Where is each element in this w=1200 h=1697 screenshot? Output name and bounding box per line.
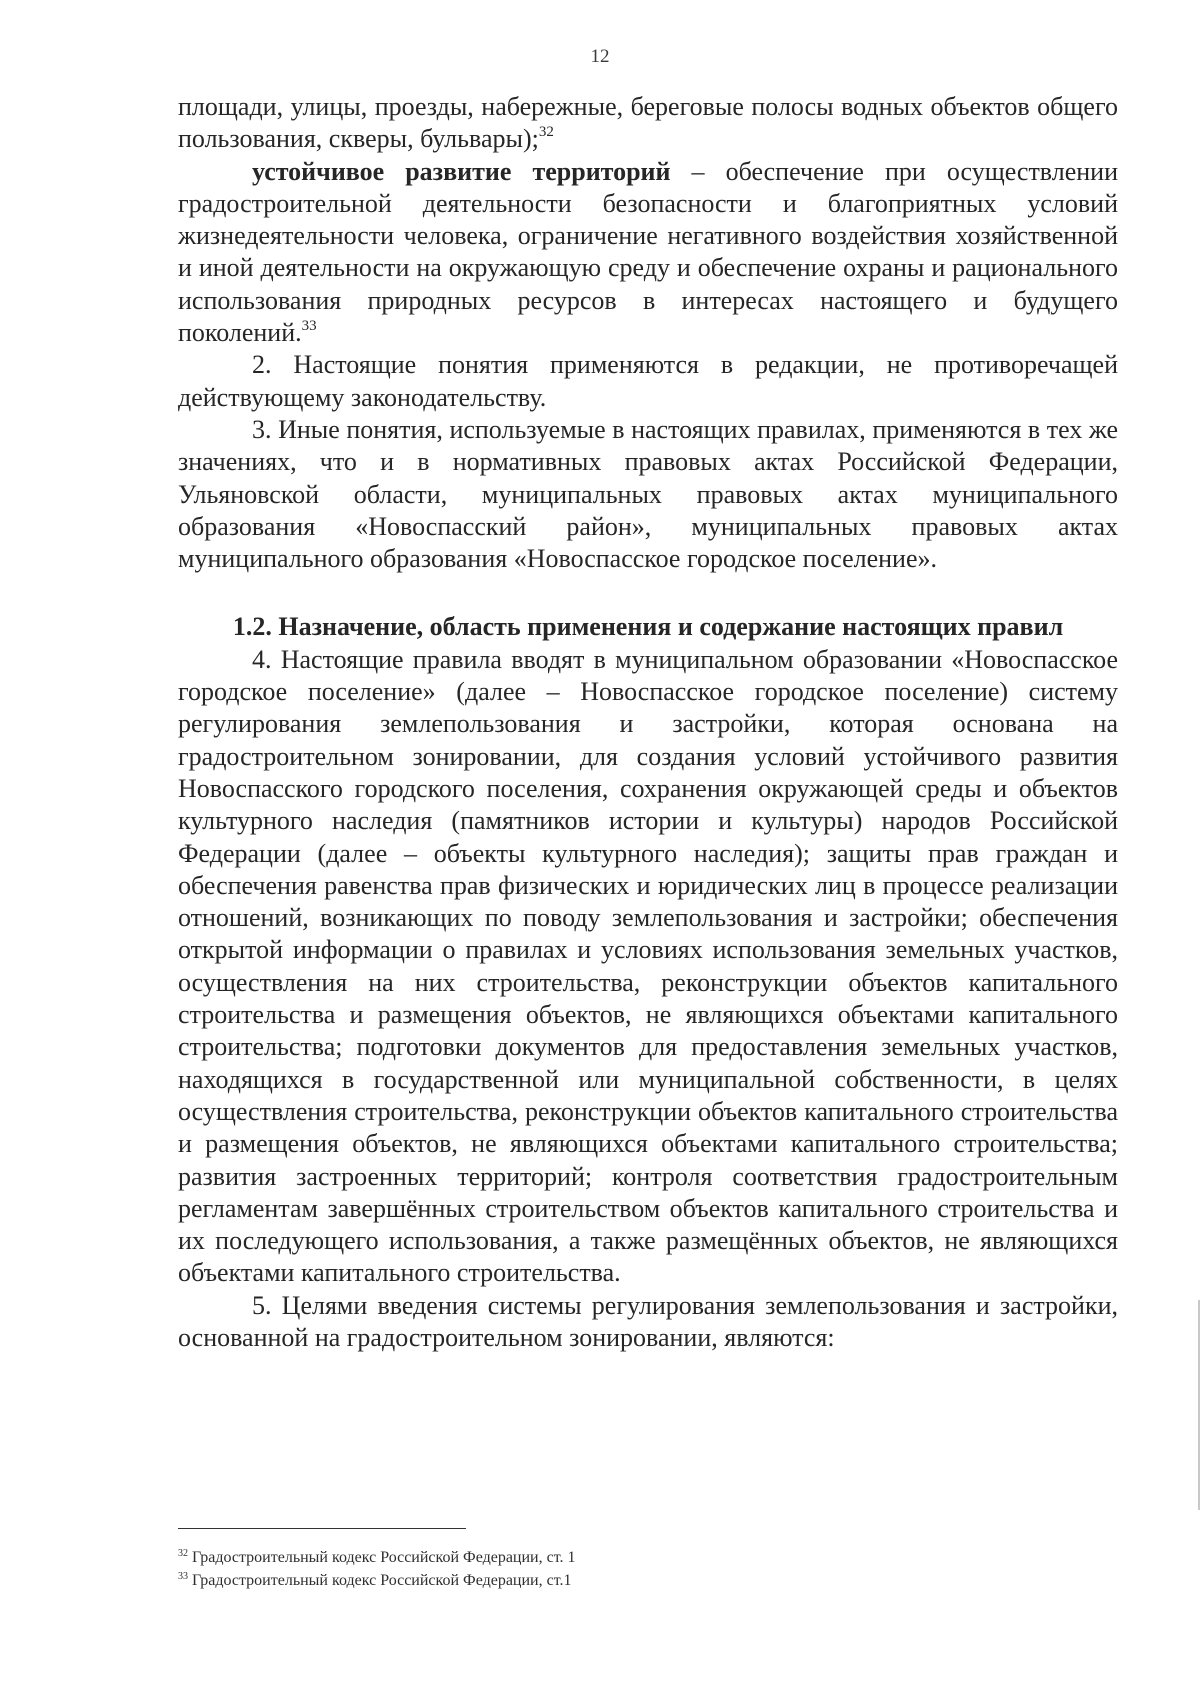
footnote-text: Градостроительный кодекс Российской Федерации, ст. 1 (188, 1549, 576, 1566)
footnote-number: 33 (178, 1571, 188, 1582)
footnote (178, 1546, 1078, 1569)
paragraph-4: 4. Настоящие правила вводят в муниципальном образовании «Новоспасское городское поселение» (далее – Новоспасское городское поселение) систему регулирования землепользования и застройки, которая основана на градостроительном зонировании, для создания условий устойчивого развития Новоспасского городского поселения, сохранения окружающей среды и объектов культурного наследия (памятников истории и культуры) народов Российской Федерации (далее – объекты культурного наследия); защиты прав граждан и обеспечения равенства прав физических и юридических лиц в процессе реализации отношений, возникающих по поводу землепользования и застройки; обеспечения открытой информации о правилах и условиях использования земельных участков, осуществления на них строительства, реконструкции объектов капитального строительства и размещения объектов, не являющихся объектами капитального строительства; подготовки документов для предоставления земельных участков, находящихся в государственной или муниципальной собственности, в целях осуществления строительства, реконструкции объектов капитального строительства и размещения объектов, не являющихся объектами капитального строительства; развития застроенных территорий; контроля соответствия градостроительным регламентам завершённых строительством объектов капитального строительства и их последующего использования, а также размещённых объектов, не являющихся объектами капитального строительства. (178, 644, 1118, 1288)
footnote (178, 1569, 1078, 1592)
paragraph-continuation (178, 91, 1118, 156)
paragraph-text: площади, улицы, проезды, набережные, береговые полосы водных объектов общего пользования, скверы, бульвары); (178, 92, 1118, 154)
paragraph-2: 2. Настоящие понятия применяются в редакции, не противоречащей действующему законодательству. (178, 350, 1118, 412)
defined-term: устойчивое развитие территорий (252, 156, 671, 186)
footnote-text: Градостроительный кодекс Российской Федерации, ст.1 (188, 1572, 572, 1589)
footnote-ref: 32 (538, 124, 554, 141)
definition-text: – обеспечение при осуществлении градостроительной деятельности безопасности и благоприятных условий жизнедеятельности человека, ограничение негативного воздействия хозяйственной и иной деятельности на окружающую среду и обеспечение охраны и рационального использования природных ресурсов в интересах настоящего и будущего поколений. (178, 156, 1118, 348)
footnotes (178, 1546, 1078, 1592)
footnote-ref: 33 (301, 318, 317, 335)
paragraph-3: 3. Иные понятия, используемые в настоящих правилах, применяются в тех же значениях, что и в нормативных правовых актах Российской Федерации, Ульяновской области, муниципальных правовых актах муниципального образования «Новоспасский район», муниципальных правовых актах муниципального образования «Новоспасское городское поселение». (178, 414, 1118, 574)
footnote-divider (178, 1528, 466, 1529)
paragraph-5: 5. Целями введения системы регулирования землепользования и застройки, основанной на градостроительном зонировании, являются: (178, 1290, 1118, 1352)
definition-paragraph (178, 156, 1118, 350)
document-body (178, 91, 1118, 1354)
footnote-number: 32 (178, 1548, 188, 1559)
page-number: 12 (590, 46, 610, 67)
section-heading: 1.2. Назначение, область применения и содержание настоящих правил (232, 612, 1064, 642)
